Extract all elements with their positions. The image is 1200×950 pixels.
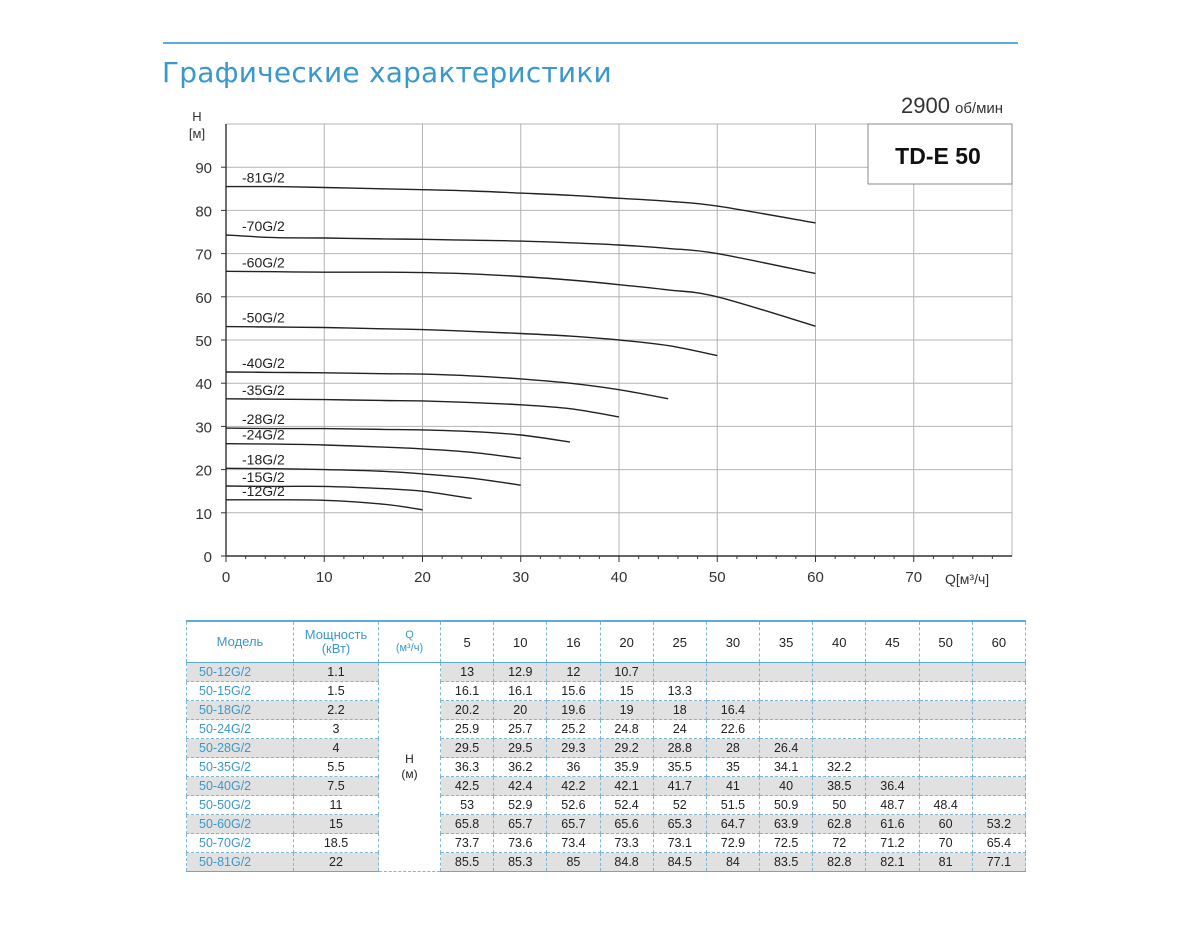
header-q-value: 30 [706,621,759,663]
cell-h-value [972,682,1025,701]
table-row [187,796,1026,815]
cell-h-value: 62.8 [813,815,866,834]
cell-h-value: 42.1 [600,777,653,796]
cell-h-value: 42.4 [494,777,547,796]
cell-h-value: 24 [653,720,706,739]
cell-h-value: 84 [706,853,759,872]
cell-model: 50-40G/2 [187,777,294,796]
x-tick-label: 30 [512,569,530,586]
series-label: -35G/2 [242,381,285,398]
y-tick-label: 40 [195,376,212,394]
cell-h-value [706,663,759,682]
y-tick-label: 0 [203,549,212,566]
cell-h-value: 36 [547,758,600,777]
cell-model: 50-24G/2 [187,720,294,739]
cell-h-value: 53.2 [972,815,1025,834]
cell-h-value [866,701,919,720]
x-tick-label: 70 [905,569,923,586]
cell-h-value: 84.5 [653,853,706,872]
header-q-value: 35 [760,621,813,663]
y-tick-label: 20 [195,462,212,480]
cell-h-value: 72 [813,834,866,853]
cell-h-value: 13.3 [653,682,706,701]
cell-h-value: 36.2 [494,758,547,777]
table-row [187,758,1026,777]
y-tick-label: 60 [195,289,212,307]
cell-h-value: 52.9 [494,796,547,815]
header-q-value: 5 [441,621,494,663]
cell-model: 50-81G/2 [187,853,294,872]
series-label: -40G/2 [242,354,285,371]
y-tick-label: 90 [195,160,212,178]
cell-h-value [919,720,972,739]
table-row [187,720,1026,739]
cell-h-value: 82.8 [813,853,866,872]
cell-h-value: 16.1 [494,682,547,701]
cell-model: 50-35G/2 [187,758,294,777]
cell-h-value [972,796,1025,815]
cell-h-value: 19 [600,701,653,720]
cell-h-value: 24.8 [600,720,653,739]
cell-h-value: 51.5 [706,796,759,815]
cell-h-value: 85 [547,853,600,872]
header-q-value: 40 [813,621,866,663]
cell-h-value [919,777,972,796]
cell-h-value: 52 [653,796,706,815]
cell-h-value: 85.3 [494,853,547,872]
cell-h-value: 36.4 [866,777,919,796]
performance-table [186,620,1026,872]
cell-h-value: 72.5 [760,834,813,853]
header-q: Q (м³/ч) [379,621,441,663]
cell-power: 1.5 [294,682,379,701]
cell-h-value: 29.5 [441,739,494,758]
cell-h-value [866,682,919,701]
cell-h-value: 50 [813,796,866,815]
cell-h-value: 22.6 [706,720,759,739]
table-row [187,834,1026,853]
cell-h-value: 61.6 [866,815,919,834]
cell-h-value: 60 [919,815,972,834]
cell-h-value [760,701,813,720]
cell-model: 50-28G/2 [187,739,294,758]
cell-h-value [919,701,972,720]
cell-h-value [866,663,919,682]
page-title: Графические характеристики [162,56,612,89]
cell-h-value: 20.2 [441,701,494,720]
cell-h-value: 35.9 [600,758,653,777]
speed-unit: об/мин [955,100,1004,117]
x-tick-label: 40 [610,569,628,586]
cell-h-value: 65.4 [972,834,1025,853]
curve-series [226,372,668,399]
model-badge: TD-E 50 [895,143,981,169]
table-row [187,682,1026,701]
cell-h-value: 65.7 [547,815,600,834]
cell-h-value: 19.6 [547,701,600,720]
cell-h-value: 20 [494,701,547,720]
cell-h-value: 72.9 [706,834,759,853]
cell-power: 15 [294,815,379,834]
cell-h-value: 63.9 [760,815,813,834]
table-row [187,739,1026,758]
cell-h-value [653,663,706,682]
cell-h-value: 38.5 [813,777,866,796]
cell-h-value: 50.9 [760,796,813,815]
cell-h-value: 13 [441,663,494,682]
header-q-value: 50 [919,621,972,663]
axes [195,124,1012,586]
cell-h-value [706,682,759,701]
cell-h-label: H (м) [379,663,441,872]
series-label: -12G/2 [242,482,285,499]
cell-h-value: 41.7 [653,777,706,796]
cell-h-value: 73.1 [653,834,706,853]
header-q-value: 60 [972,621,1025,663]
cell-h-value: 29.2 [600,739,653,758]
cell-h-value: 29.5 [494,739,547,758]
cell-h-value: 48.7 [866,796,919,815]
cell-power: 3 [294,720,379,739]
cell-power: 22 [294,853,379,872]
cell-h-value: 42.5 [441,777,494,796]
header-model: Модель [187,621,294,663]
cell-h-value: 52.6 [547,796,600,815]
cell-h-value [866,758,919,777]
cell-h-value [813,720,866,739]
cell-h-value: 36.3 [441,758,494,777]
series-label: -60G/2 [242,254,285,271]
cell-h-value: 83.5 [760,853,813,872]
cell-model: 50-70G/2 [187,834,294,853]
cell-h-value: 42.2 [547,777,600,796]
cell-h-value: 10.7 [600,663,653,682]
cell-h-value: 12 [547,663,600,682]
y-tick-label: 30 [195,419,212,437]
cell-h-value [813,701,866,720]
cell-model: 50-60G/2 [187,815,294,834]
cell-h-value: 29.3 [547,739,600,758]
cell-h-value: 12.9 [494,663,547,682]
cell-h-value [919,663,972,682]
x-tick-label: 20 [414,569,431,586]
cell-h-value: 65.7 [494,815,547,834]
cell-model: 50-15G/2 [187,682,294,701]
cell-h-value [972,720,1025,739]
header-q-value: 16 [547,621,600,663]
table-header-row [187,621,1026,663]
cell-h-value [972,777,1025,796]
cell-h-value: 82.1 [866,853,919,872]
y-axis-label: H [192,109,202,124]
series-label: -70G/2 [242,218,285,235]
table-row [187,701,1026,720]
cell-h-value [813,739,866,758]
cell-h-value: 16.1 [441,682,494,701]
cell-h-value [972,758,1025,777]
header-q-value: 10 [494,621,547,663]
y-axis-unit: [м] [188,126,206,141]
cell-h-value: 18 [653,701,706,720]
cell-h-value: 25.9 [441,720,494,739]
cell-h-value: 65.3 [653,815,706,834]
series-label: -81G/2 [242,169,285,186]
cell-h-value [866,739,919,758]
x-tick-label: 50 [708,569,726,586]
cell-h-value: 70 [919,834,972,853]
cell-h-value: 26.4 [760,739,813,758]
series-labels [242,170,285,499]
cell-model: 50-50G/2 [187,796,294,815]
cell-h-value [972,701,1025,720]
cell-h-value: 52.4 [600,796,653,815]
cell-power: 7.5 [294,777,379,796]
header-power: Мощность (кВт) [294,621,379,663]
y-tick-label: 70 [195,246,212,264]
cell-h-value: 65.8 [441,815,494,834]
cell-power: 4 [294,739,379,758]
cell-h-value [866,720,919,739]
table-row [187,853,1026,872]
cell-h-value [919,682,972,701]
cell-h-value [813,682,866,701]
cell-power: 18.5 [294,834,379,853]
cell-h-value: 16.4 [706,701,759,720]
x-axis-label: Q[м³/ч] [945,571,990,587]
table-row [187,663,1026,682]
cell-h-value: 81 [919,853,972,872]
cell-h-value: 65.6 [600,815,653,834]
cell-model: 50-18G/2 [187,701,294,720]
cell-h-value: 53 [441,796,494,815]
series-label: -24G/2 [242,426,285,443]
x-tick-label: 60 [807,569,824,586]
cell-h-value: 73.6 [494,834,547,853]
cell-h-value: 34.1 [760,758,813,777]
cell-h-value [760,720,813,739]
x-tick-label: 10 [315,569,333,586]
cell-h-value: 85.5 [441,853,494,872]
speed-value: 2900 [901,93,950,118]
cell-power: 1.1 [294,663,379,682]
cell-h-value: 84.8 [600,853,653,872]
cell-h-value: 28 [706,739,759,758]
y-tick-label: 10 [195,505,212,523]
x-tick-label: 0 [221,569,231,586]
cell-h-value [919,758,972,777]
cell-power: 11 [294,796,379,815]
header-q-value: 25 [653,621,706,663]
cell-h-value: 25.2 [547,720,600,739]
cell-h-value [972,663,1025,682]
cell-h-value: 73.4 [547,834,600,853]
series-label: -15G/2 [242,469,285,486]
y-tick-label: 50 [195,333,212,350]
table-body [187,663,1026,872]
cell-h-value: 73.7 [441,834,494,853]
cell-h-value: 73.3 [600,834,653,853]
cell-h-value: 25.7 [494,720,547,739]
table-row [187,777,1026,796]
series-label: -18G/2 [242,451,285,468]
y-tick-label: 80 [195,203,212,221]
cell-h-value: 40 [760,777,813,796]
cell-h-value: 15 [600,682,653,701]
series-label: -28G/2 [242,411,285,428]
cell-h-value: 28.8 [653,739,706,758]
cell-h-value [972,739,1025,758]
cell-h-value [919,739,972,758]
series-label: -50G/2 [242,309,285,326]
cell-h-value: 64.7 [706,815,759,834]
cell-h-value: 77.1 [972,853,1025,872]
cell-h-value [760,682,813,701]
cell-power: 5.5 [294,758,379,777]
header-q-value: 45 [866,621,919,663]
cell-h-value: 35 [706,758,759,777]
cell-h-value: 15.6 [547,682,600,701]
cell-h-value [813,663,866,682]
cell-h-value: 32.2 [813,758,866,777]
cell-power: 2.2 [294,701,379,720]
cell-model: 50-12G/2 [187,663,294,682]
cell-h-value: 48.4 [919,796,972,815]
table-row [187,815,1026,834]
cell-h-value [760,663,813,682]
header-q-value: 20 [600,621,653,663]
curve-series [226,327,717,356]
cell-h-value: 41 [706,777,759,796]
cell-h-value: 71.2 [866,834,919,853]
cell-h-value: 35.5 [653,758,706,777]
